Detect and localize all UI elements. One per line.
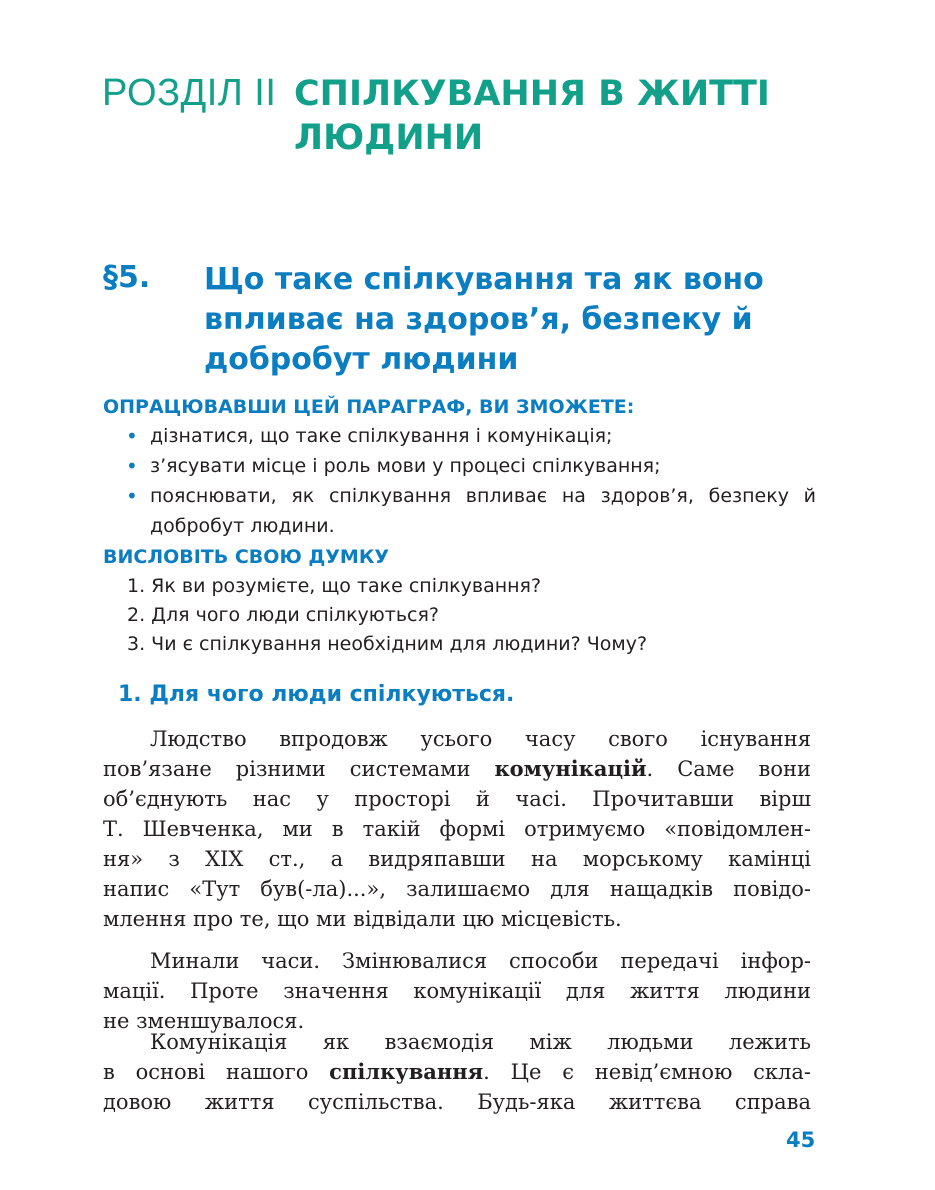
page-number: 45 (786, 1128, 816, 1152)
body-line-text: Минали часи. Змінювалися способи передачі інфор- (150, 949, 811, 973)
chapter-label: РОЗДІЛ II (102, 72, 277, 114)
goal-item (126, 421, 816, 451)
question-item: 2. Для чого люди спілкуються? (127, 604, 440, 626)
body-line-text: млення про те, що ми відвідали цю місцевість. (103, 907, 622, 931)
body-line (103, 1057, 811, 1087)
body-line-text: Т. Шевченка, ми в такій формі отримуємо «повідомлен- (103, 817, 811, 841)
body-line-text: . Це є невід’ємною скла- (483, 1060, 811, 1084)
goal-item (126, 481, 816, 541)
goal-text: з’ясувати місце і роль мови у процесі спілкування; (150, 455, 661, 477)
body-line (150, 1027, 811, 1057)
body-line-text: не зменшувалося. (103, 1009, 305, 1033)
goal-text: пояснювати, як спілкування впливає на здоров’я, безпеку й добробут людини. (150, 485, 816, 537)
body-line (150, 946, 811, 976)
body-line (150, 724, 811, 754)
body-line-text: Комунікація як взаємодія між людьми лежить (150, 1030, 811, 1054)
body-line-text: . Саме вони (646, 757, 811, 781)
opinion-heading: ВИСЛОВІТЬ СВОЮ ДУМКУ (103, 546, 390, 568)
goal-item (126, 451, 816, 481)
bullet-icon: • (126, 484, 138, 508)
body-line-text: об’єднують нас у просторі й часі. Прочитавши вірш (103, 787, 811, 811)
body-line-text: Людство впродовж усього часу свого існування (150, 727, 811, 751)
body-line-term: спілкування (329, 1059, 484, 1084)
bullet-icon: • (126, 454, 138, 478)
body-line (103, 784, 811, 814)
paragraph-number: §5. (103, 260, 151, 295)
chapter-title: СПІЛКУВАННЯ В ЖИТТІ ЛЮДИНИ (294, 74, 770, 158)
body-line (103, 904, 622, 934)
body-line (103, 844, 811, 874)
goals-heading: ОПРАЦЮВАВШИ ЦЕЙ ПАРАГРАФ, ВИ ЗМОЖЕТЕ: (103, 396, 635, 418)
section-heading: 1. Для чого люди спілкуються. (118, 682, 515, 707)
goal-text: дізнатися, що таке спілкування і комунікація; (150, 425, 613, 447)
goals-list (126, 421, 816, 541)
body-line (103, 874, 811, 904)
paragraph-title: Що таке спілкування та як воно впливає на здоров’я, безпеку й добробут людини (204, 262, 764, 377)
bullet-icon: • (126, 424, 138, 448)
body-line (103, 754, 811, 784)
body-line (103, 1087, 811, 1117)
body-line-text: напис «Тут був(-ла)...», залишаємо для нащадків повідо- (103, 877, 811, 901)
question-item: 3. Чи є спілкування необхідним для людини? Чому? (127, 633, 648, 655)
questions-list (127, 572, 647, 659)
question-item: 1. Як ви розумієте, що таке спілкування? (127, 575, 542, 597)
body-line (103, 814, 811, 844)
body-line-text: в основі нашого (103, 1060, 330, 1084)
body-line-text: мації. Проте значення комунікації для життя людини (103, 979, 811, 1003)
body-line-term: комунікацій (494, 756, 647, 781)
body-line-text: довою життя суспільства. Будь-яка життєва справа (103, 1090, 811, 1114)
body-line-text: пов’язане різними системами (103, 757, 495, 781)
body-line (103, 976, 811, 1006)
body-line-text: ня» з XIX ст., а видряпавши на морському камінці (103, 847, 811, 871)
